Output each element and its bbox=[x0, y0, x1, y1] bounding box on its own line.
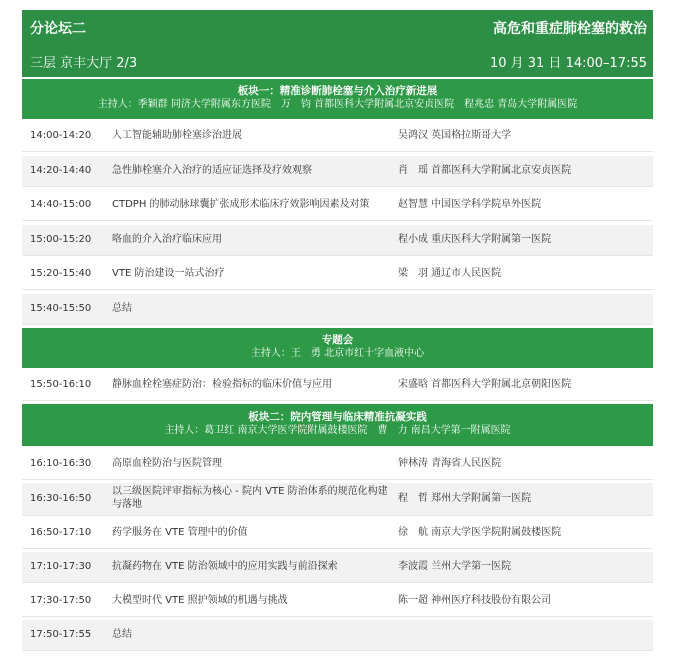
session-time: 15:40-15:50 bbox=[30, 303, 92, 314]
section-title: 板块二：院内管理与临床精准抗凝实践 bbox=[248, 411, 427, 423]
section-hosts: 主持人：季颖群 同济大学附属东方医院 万 钧 首都医科大学附属北京安贞医院 程兆忠 青岛大学附属医院 bbox=[97, 99, 578, 110]
session-title: 以三级医院评审指标为核心 - 院内 VTE 防治体系的规范化构建与落地 bbox=[112, 486, 388, 510]
session-speaker: 宋盛晗 首都医科大学附属北京朝阳医院 bbox=[398, 379, 572, 390]
session-time: 14:20-14:40 bbox=[30, 165, 92, 176]
forum-time: 10 月 31 日 14:00–17:55 bbox=[489, 56, 647, 71]
forum-room: 三层 京丰大厅 2/3 bbox=[30, 56, 138, 71]
session-title: 总结 bbox=[112, 303, 132, 314]
session-speaker: 程小成 重庆医科大学附属第一医院 bbox=[398, 234, 552, 245]
section-banner-1 bbox=[22, 79, 653, 119]
agenda-row bbox=[22, 156, 653, 187]
session-time: 16:50-17:10 bbox=[30, 527, 92, 538]
forum-header bbox=[22, 10, 653, 77]
session-title: 药学服务在 VTE 管理中的价值 bbox=[112, 527, 248, 538]
session-time: 15:50-16:10 bbox=[30, 379, 92, 390]
forum-name: 分论坛二 bbox=[30, 21, 86, 37]
session-speaker: 吴鸿汉 英国格拉斯哥大学 bbox=[398, 130, 512, 141]
session-time: 14:00-14:20 bbox=[30, 130, 92, 141]
session-title: 大模型时代 VTE 照护领域的机遇与挑战 bbox=[112, 595, 288, 606]
session-title: 人工智能辅助肺栓塞诊治进展 bbox=[112, 130, 242, 141]
agenda-row bbox=[22, 294, 653, 325]
session-time: 16:30-16:50 bbox=[30, 493, 92, 504]
section-hosts: 主持人：王 勇 北京市红十字血液中心 bbox=[250, 348, 425, 359]
agenda-row bbox=[22, 483, 653, 516]
session-title: 抗凝药物在 VTE 防治领域中的应用实践与前沿探索 bbox=[112, 561, 338, 572]
session-speaker: 陈一超 神州医疗科技股份有限公司 bbox=[398, 595, 552, 606]
section-banner-2 bbox=[22, 328, 653, 368]
session-time: 14:40-15:00 bbox=[30, 199, 92, 210]
agenda-row bbox=[22, 552, 653, 583]
session-time: 15:20-15:40 bbox=[30, 268, 92, 279]
agenda-row bbox=[22, 620, 653, 651]
session-title: 静脉血栓栓塞症防治：检验指标的临床价值与应用 bbox=[112, 379, 332, 390]
agenda-row bbox=[22, 190, 653, 221]
session-speaker: 李波霞 兰州大学第一医院 bbox=[398, 561, 512, 572]
agenda-row bbox=[22, 225, 653, 256]
session-time: 16:10-16:30 bbox=[30, 458, 92, 469]
section-banner-3 bbox=[22, 404, 653, 446]
agenda-row bbox=[22, 449, 653, 480]
session-speaker: 梁 羽 通辽市人民医院 bbox=[398, 268, 502, 279]
session-time: 17:50-17:55 bbox=[30, 629, 92, 640]
session-speaker: 肖 瑶 首都医科大学附属北京安贞医院 bbox=[398, 165, 572, 176]
session-title: VTE 防治建设一站式治疗 bbox=[112, 268, 225, 279]
session-speaker: 程 哲 郑州大学附属第一医院 bbox=[398, 493, 532, 504]
session-time: 17:30-17:50 bbox=[30, 595, 92, 606]
forum-topic: 高危和重症肺栓塞的救治 bbox=[493, 21, 647, 37]
session-title: 咯血的介入治疗临床应用 bbox=[112, 234, 222, 245]
session-title: 总结 bbox=[112, 629, 132, 640]
section-title: 板块一：精准诊断肺栓塞与介入治疗新进展 bbox=[237, 85, 438, 97]
session-title: CTDPH 的肺动脉球囊扩张成形术临床疗效影响因素及对策 bbox=[112, 199, 370, 210]
session-time: 17:10-17:30 bbox=[30, 561, 92, 572]
session-title: 高原血栓防治与医院管理 bbox=[112, 458, 222, 469]
session-speaker: 徐 航 南京大学医学院附属鼓楼医院 bbox=[398, 527, 562, 538]
section-title: 专题会 bbox=[321, 334, 354, 346]
agenda-row bbox=[22, 586, 653, 617]
agenda-row bbox=[22, 121, 653, 152]
session-time: 15:00-15:20 bbox=[30, 234, 92, 245]
agenda-row bbox=[22, 518, 653, 549]
agenda-row bbox=[22, 259, 653, 290]
session-speaker: 赵智慧 中国医学科学院阜外医院 bbox=[398, 199, 542, 210]
section-hosts: 主持人：葛卫红 南京大学医学院附属鼓楼医院 曹 力 南昌大学第一附属医院 bbox=[164, 425, 511, 436]
session-title: 急性肺栓塞介入治疗的适应证选择及疗效观察 bbox=[112, 165, 312, 176]
agenda-row bbox=[22, 370, 653, 401]
session-speaker: 钟林涛 青海省人民医院 bbox=[398, 458, 502, 469]
